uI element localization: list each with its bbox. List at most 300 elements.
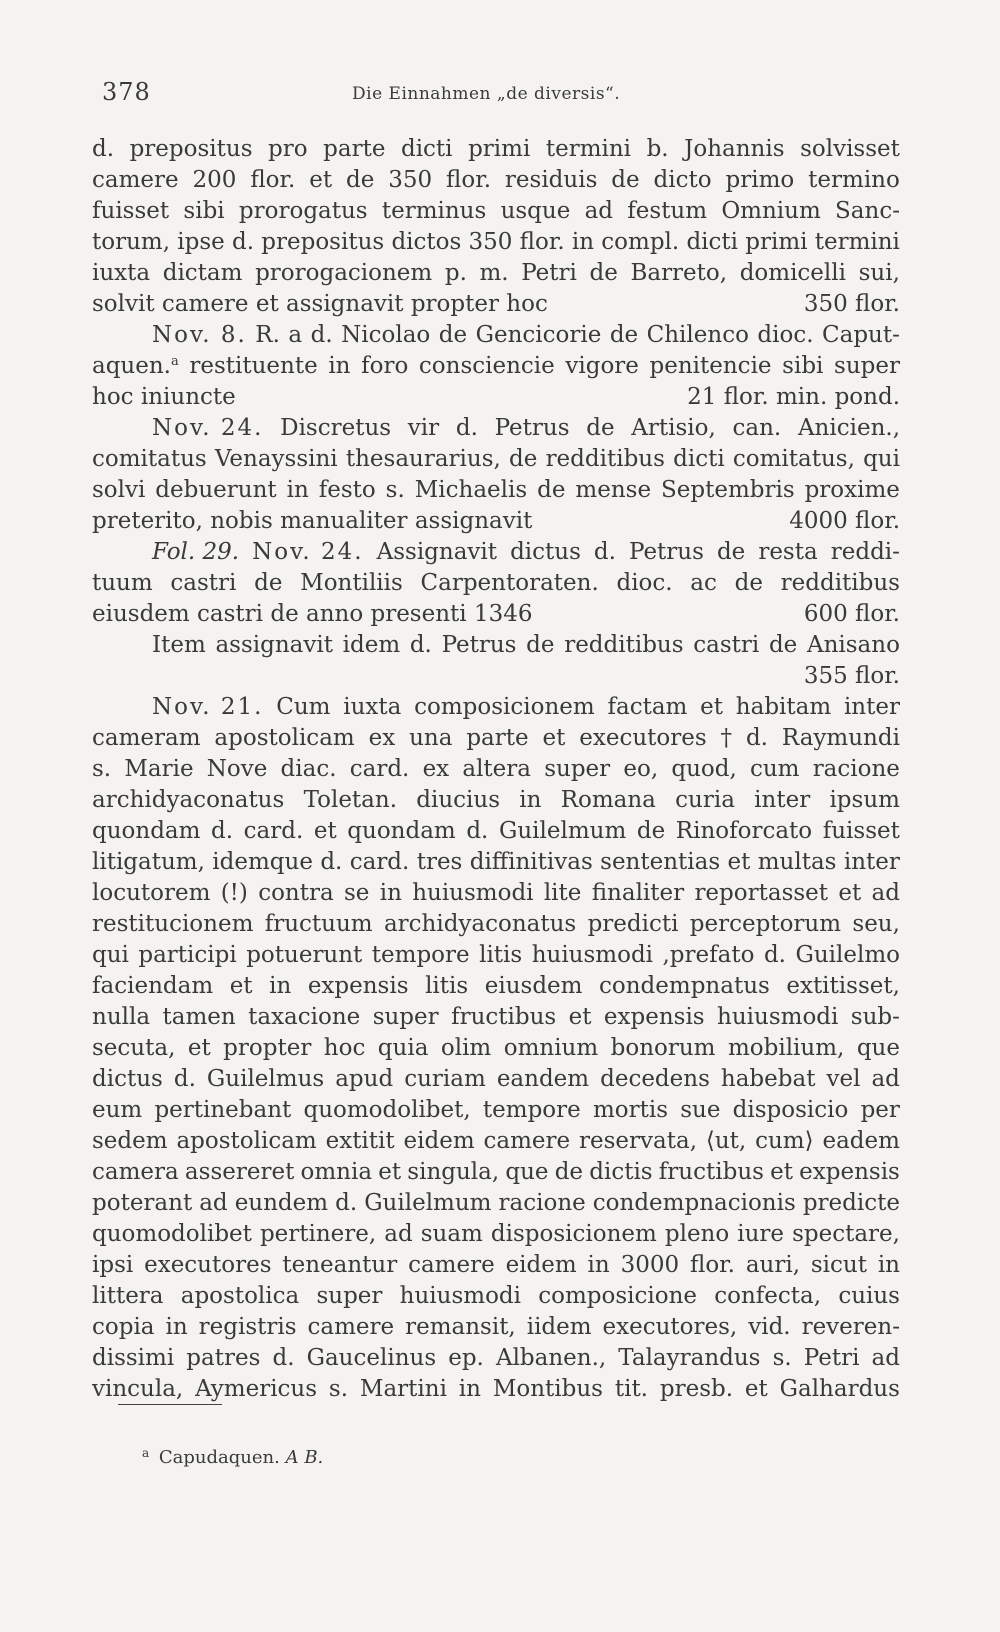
word: habitam <box>735 694 832 720</box>
word: camere <box>483 1128 571 1154</box>
word: de <box>611 167 640 193</box>
word: Omnium <box>721 198 821 224</box>
word: singula, <box>407 1159 500 1185</box>
word: redditibus <box>545 446 665 472</box>
word: expensis <box>307 973 409 999</box>
text-line <box>92 444 900 475</box>
text-line <box>92 134 900 165</box>
word: sub- <box>850 1004 900 1030</box>
text-line <box>92 506 900 537</box>
word: registris <box>198 1314 297 1340</box>
text-line <box>92 258 900 289</box>
entry-date: Nov. 24. <box>252 539 364 565</box>
word: Albanen., <box>495 1345 607 1371</box>
text-line <box>92 847 900 878</box>
word: cum <box>749 756 800 782</box>
word: de <box>509 446 538 472</box>
word: d. <box>211 818 234 844</box>
word: potuerunt <box>246 942 363 968</box>
word: dictam <box>162 260 243 286</box>
line-text: preterito, nobis manualiter assignavit <box>92 508 533 534</box>
word: fructibus <box>451 1004 557 1030</box>
word: seu, <box>852 911 900 937</box>
word: quia <box>377 1035 429 1061</box>
word: eidem <box>505 1252 577 1278</box>
word: diffinitivas <box>469 849 593 875</box>
word: executores <box>144 1252 272 1278</box>
word: sicut <box>810 1252 867 1278</box>
page-header <box>102 78 894 108</box>
word: confecta, <box>714 1283 822 1309</box>
word: 350 <box>468 229 513 255</box>
word: remansit, <box>405 1314 516 1340</box>
word: reveren- <box>801 1314 900 1340</box>
word: hoc <box>323 1035 366 1061</box>
word: Sanc- <box>835 198 900 224</box>
word: executores <box>579 725 707 751</box>
word: sibi <box>782 353 824 379</box>
word: Septembris <box>661 477 795 503</box>
word: Guilelmum <box>364 1190 492 1216</box>
word: reportasset <box>694 880 829 906</box>
word: fructibus <box>658 1159 764 1185</box>
amount: 355 flor. <box>803 663 900 689</box>
word: flor. <box>689 1252 735 1278</box>
word: vincula, <box>92 1376 184 1402</box>
word: Rinoforcato <box>675 818 813 844</box>
entry-date: Nov. 8. <box>152 322 247 348</box>
word: auri, <box>745 1252 800 1278</box>
word: bonorum <box>610 1035 716 1061</box>
word: termino <box>808 167 900 193</box>
word: camera <box>92 1159 179 1185</box>
word: pertinebant <box>154 1097 292 1123</box>
word: apud <box>335 1066 394 1092</box>
word: Johannis <box>684 136 785 162</box>
word: de <box>586 415 615 441</box>
word: torum, <box>92 229 171 255</box>
word: assignavit <box>215 632 333 658</box>
word: prorogatus <box>238 198 368 224</box>
text-line <box>92 1157 900 1188</box>
word: super <box>834 353 900 379</box>
word: prorogacionem <box>255 260 433 286</box>
word: inter <box>843 694 900 720</box>
word: huiusmodi <box>412 880 534 906</box>
word: dissimi <box>92 1345 175 1371</box>
word: Toletan. <box>303 787 398 813</box>
word: inter <box>754 787 811 813</box>
word: Guilelmum <box>498 818 627 844</box>
word: d. <box>593 539 616 565</box>
word: de <box>716 539 746 565</box>
word: pertinere, <box>259 1221 377 1247</box>
word: de <box>734 570 763 596</box>
word: sedem <box>92 1128 168 1154</box>
word: dictis <box>589 1159 653 1185</box>
word: archidyaconatus <box>92 787 285 813</box>
word: de <box>554 1159 584 1185</box>
word: 3000 <box>620 1252 680 1278</box>
word: de <box>345 167 375 193</box>
word: prepositus <box>129 136 253 162</box>
word: Raymundi <box>781 725 900 751</box>
word: taxacione <box>248 1004 361 1030</box>
text-line <box>92 1343 900 1374</box>
word: participi <box>138 942 237 968</box>
word: ⟨ut, <box>705 1128 747 1154</box>
word: card. <box>349 756 410 782</box>
word: solvisset <box>800 136 900 162</box>
word: usque <box>500 198 571 224</box>
word: et <box>700 694 724 720</box>
word: de <box>768 632 798 658</box>
word: huiusmodi <box>531 942 654 968</box>
word: redditibus <box>564 632 684 658</box>
word: Gaucelinus <box>306 1345 437 1371</box>
word: p. <box>444 260 467 286</box>
word: flor. <box>446 167 492 193</box>
word: vir <box>407 415 440 441</box>
word: perceptorum <box>689 911 842 937</box>
word: Cum <box>276 694 331 720</box>
word: m. <box>479 260 509 286</box>
word: fructuum <box>264 911 373 937</box>
word: a <box>288 322 303 348</box>
word: condempnacionis <box>592 1190 796 1216</box>
word: termini <box>814 229 900 255</box>
text-line <box>92 413 900 444</box>
word: d. <box>455 415 478 441</box>
word: curia <box>675 787 735 813</box>
word: card. <box>349 849 410 875</box>
word: thesaurarius, <box>345 446 501 472</box>
word: ex <box>368 725 396 751</box>
word: s. <box>328 1376 349 1402</box>
word: cuius <box>838 1283 900 1309</box>
word: in <box>877 1252 900 1278</box>
line-text: solvit camere et assignavit propter hoc <box>92 291 548 317</box>
word: eo, <box>623 756 659 782</box>
word: Petrus <box>629 539 704 565</box>
word: Romana <box>560 787 656 813</box>
word: fuisset <box>92 198 170 224</box>
text-line <box>92 1064 900 1095</box>
word: sue <box>680 1097 721 1123</box>
folio-ref: Fol. 29. <box>152 539 240 565</box>
footnote-text: Capudaquen. <box>158 1447 280 1468</box>
word: propter <box>223 1035 312 1061</box>
word: † <box>720 725 733 751</box>
word: foro <box>361 353 409 379</box>
text-line <box>92 1281 900 1312</box>
word: super <box>372 1004 439 1030</box>
word: Petri <box>803 1345 860 1371</box>
word: de <box>438 322 468 348</box>
word: spectare, <box>792 1221 900 1247</box>
entry-date: Nov. 21. <box>152 694 264 720</box>
word: Petrus <box>494 415 570 441</box>
word: cum⟩ <box>755 1128 814 1154</box>
word: huiusmodi <box>717 1004 839 1030</box>
word: littera <box>92 1283 164 1309</box>
word: idem <box>342 632 401 658</box>
word: decedens <box>600 1066 710 1092</box>
word: locutorem <box>92 880 211 906</box>
word: ipse <box>177 229 225 255</box>
word: Montibus <box>492 1376 603 1402</box>
word: redditibus <box>780 570 900 596</box>
word: in <box>587 1252 610 1278</box>
word: racione <box>812 756 900 782</box>
word: et <box>727 849 751 875</box>
word: et <box>568 1004 592 1030</box>
word: Assignavit <box>376 539 498 565</box>
word: qui <box>863 446 900 472</box>
word: Chilenco <box>646 322 749 348</box>
word: extitisset, <box>786 973 900 999</box>
footnote-rule <box>118 1404 222 1405</box>
text-line <box>92 320 900 351</box>
word: camere <box>408 1252 495 1278</box>
text-line <box>92 537 900 568</box>
word: inter <box>843 849 900 875</box>
text-line <box>92 661 900 692</box>
footnote-mark: a <box>142 1446 150 1460</box>
word: Artisio, <box>631 415 716 441</box>
word: composicionem <box>414 694 595 720</box>
word: litis <box>479 942 523 968</box>
text-line <box>92 723 900 754</box>
word: se <box>344 880 370 906</box>
word: ipsi <box>92 1252 134 1278</box>
word: litis <box>425 973 469 999</box>
word: d. <box>92 136 115 162</box>
word: et <box>542 725 566 751</box>
word: dicto <box>653 167 712 193</box>
word: una <box>409 725 453 751</box>
word: in <box>379 880 402 906</box>
word: terminus <box>381 198 487 224</box>
word: omnia <box>300 1159 373 1185</box>
text-line <box>92 289 900 320</box>
line-text: eiusdem castri de anno presenti 1346 <box>92 601 533 627</box>
word: Anisano <box>806 632 900 658</box>
word: cameram <box>92 725 201 751</box>
text-line <box>92 165 900 196</box>
word: d. <box>320 849 343 875</box>
word: secuta, <box>92 1035 176 1061</box>
word: primo <box>725 167 795 193</box>
word: penitencie <box>649 353 772 379</box>
word: castri <box>170 570 237 596</box>
text-line <box>92 630 900 661</box>
text-line <box>92 1188 900 1219</box>
word: suam <box>420 1221 483 1247</box>
word: assereret <box>184 1159 295 1185</box>
footnote-sigla: A B. <box>285 1447 324 1468</box>
word: apostolica <box>180 1283 300 1309</box>
word: predicte <box>802 1190 900 1216</box>
word: et <box>187 1035 211 1061</box>
word: iidem <box>526 1314 592 1340</box>
text-line <box>92 1250 900 1281</box>
page-number: 378 <box>102 78 151 106</box>
word: s. <box>92 756 112 782</box>
word: ad <box>384 1221 413 1247</box>
word: et <box>313 818 337 844</box>
word: debuerunt <box>155 477 277 503</box>
word: d. <box>232 229 255 255</box>
word: ad <box>871 1345 900 1371</box>
word: que <box>856 1035 900 1061</box>
word: in <box>286 477 309 503</box>
amount: 350 flor. <box>803 291 900 317</box>
word: mobilium, <box>727 1035 845 1061</box>
text-line <box>92 1126 900 1157</box>
word: camere <box>92 167 179 193</box>
word: flor. <box>519 229 565 255</box>
word: dioc. <box>616 570 673 596</box>
word: resta <box>758 539 818 565</box>
word: altera <box>462 756 531 782</box>
word: huiusmodi <box>399 1283 521 1309</box>
word: tempore <box>371 942 470 968</box>
text-line <box>92 692 900 723</box>
word: Caput- <box>822 322 900 348</box>
word: qui <box>92 942 129 968</box>
footnote-ref: a <box>170 354 179 369</box>
text-line <box>92 568 900 599</box>
word: quondam <box>347 818 456 844</box>
word: solvi <box>92 477 146 503</box>
word: 200 <box>192 167 237 193</box>
word: habebat <box>720 1066 816 1092</box>
word: archidyaconatus <box>383 911 577 937</box>
text-line <box>92 1033 900 1064</box>
word: Aymericus <box>195 1376 318 1402</box>
word: finaliter <box>591 880 685 906</box>
word: festum <box>627 198 708 224</box>
word: dicti <box>686 229 739 255</box>
text-line <box>92 382 900 413</box>
word: et <box>770 1159 793 1185</box>
word: tuum <box>92 570 153 596</box>
word: et <box>744 1376 768 1402</box>
word: Martini <box>359 1376 447 1402</box>
word: b. <box>646 136 669 162</box>
word: (!) <box>220 880 248 906</box>
word: fuisset <box>822 818 900 844</box>
word: d. <box>409 632 432 658</box>
word: in <box>458 1376 481 1402</box>
text-line <box>92 909 900 940</box>
word: sui, <box>858 260 900 286</box>
word: tres <box>416 849 463 875</box>
word: d. <box>272 1345 295 1371</box>
word: olim <box>440 1035 492 1061</box>
word: Venayssini <box>214 446 338 472</box>
word: dicti <box>400 136 453 162</box>
word: reservata, <box>579 1128 698 1154</box>
line-text: hoc iniuncte <box>92 384 236 410</box>
word: dictus <box>510 539 581 565</box>
text-line <box>92 1312 900 1343</box>
word: contra <box>258 880 334 906</box>
word: Petrus <box>441 632 517 658</box>
word: camere <box>307 1314 395 1340</box>
running-title: Die Einnahmen „de diversis“. <box>352 84 621 104</box>
word: disposicionem <box>490 1221 657 1247</box>
main-text <box>92 134 900 1405</box>
word: in <box>165 1314 188 1340</box>
word: teneantur <box>282 1252 398 1278</box>
word: Michaelis <box>414 477 528 503</box>
word: s. <box>385 477 405 503</box>
word: aquen.$^a$ <box>92 353 179 379</box>
word: ,prefato <box>662 942 755 968</box>
text-line <box>92 227 900 258</box>
word: termini <box>545 136 632 162</box>
word: flor. <box>250 167 296 193</box>
footnote <box>142 1446 323 1468</box>
word: litigatum, <box>92 849 205 875</box>
word: dictos <box>391 229 462 255</box>
word: omnium <box>503 1035 599 1061</box>
word: eundem <box>234 1190 329 1216</box>
word: castri <box>693 632 760 658</box>
word: eiusdem <box>484 973 583 999</box>
word: in <box>519 787 542 813</box>
word: Talayrandus <box>618 1345 761 1371</box>
word: dicti <box>673 446 725 472</box>
word: primi <box>468 136 531 162</box>
word: tamen <box>162 1004 236 1030</box>
word: factam <box>607 694 688 720</box>
amount: 600 flor. <box>803 601 900 627</box>
word: presb. <box>659 1376 734 1402</box>
word: sibi <box>183 198 225 224</box>
word: copia <box>92 1314 155 1340</box>
word: comitatus, <box>732 446 855 472</box>
word: iuxta <box>343 694 402 720</box>
word: de <box>636 818 666 844</box>
word: que <box>505 1159 549 1185</box>
word: restituente <box>189 353 318 379</box>
word: can. <box>732 415 782 441</box>
word: eidem <box>403 1128 475 1154</box>
word: Discretus <box>280 415 392 441</box>
word: de <box>254 570 283 596</box>
word: d. <box>173 1066 196 1092</box>
word: diucius <box>416 787 501 813</box>
word: parte <box>466 725 529 751</box>
word: quomodolibet <box>92 1221 252 1247</box>
word: mortis <box>592 1097 669 1123</box>
word: compl. <box>601 229 680 255</box>
word: faciendam <box>92 973 214 999</box>
word: Montiliis <box>300 570 403 596</box>
word: Gencicorie <box>475 322 602 348</box>
word: residuis <box>504 167 598 193</box>
word: quondam <box>92 818 201 844</box>
word: et <box>378 1159 402 1185</box>
word: et <box>229 973 253 999</box>
word: vid. <box>748 1314 791 1340</box>
word: d. <box>763 942 786 968</box>
word: comitatus <box>92 446 207 472</box>
word: domicelli <box>739 260 846 286</box>
